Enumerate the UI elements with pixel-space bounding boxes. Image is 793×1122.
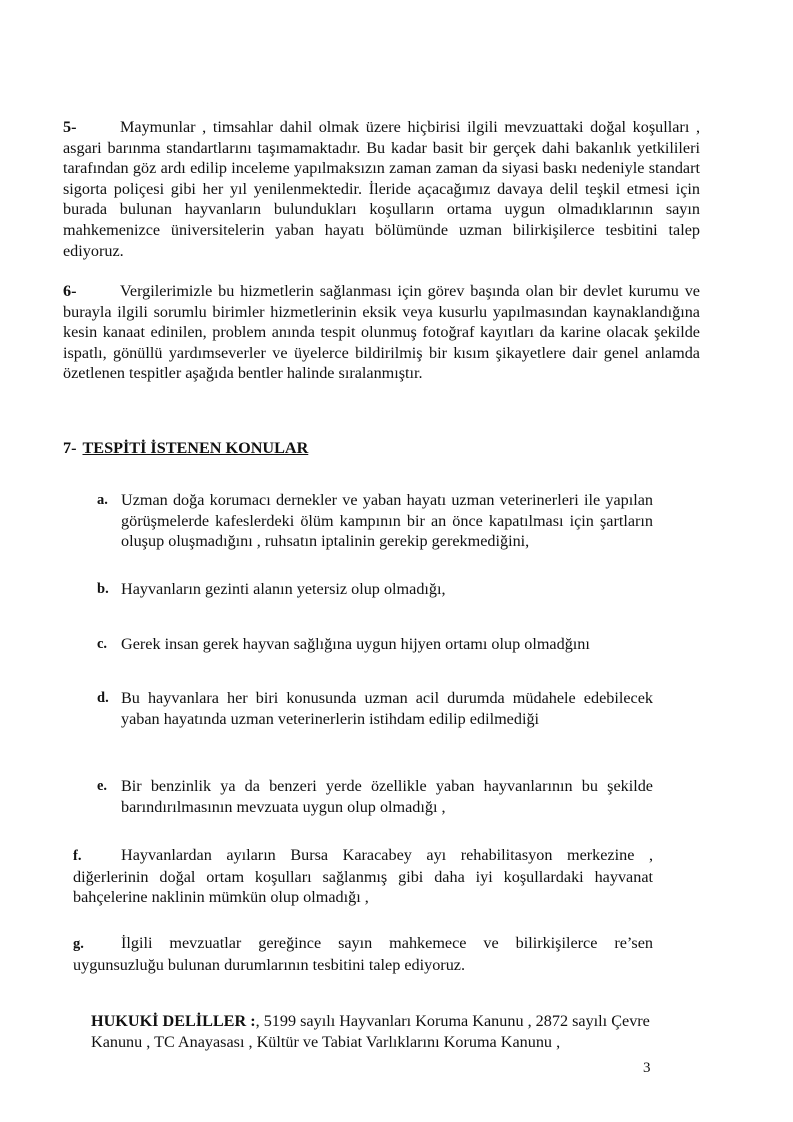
list-item-text: Hayvanlardan ayıların Bursa Karacabey ayı rehabilitasyon merkezine , diğerlerinin doğal ortam koşulları sağlanmış gibi daha iyi koşullardaki hayvanat bahçelerine naklinin mümkün olup olmadığı , bbox=[73, 846, 653, 907]
section-heading bbox=[63, 438, 308, 459]
list-item bbox=[97, 634, 653, 655]
section-number: 7- bbox=[63, 439, 77, 457]
list-item-text: Gerek insan gerek hayvan sağlığına uygun hijyen ortamı olup olmadğını bbox=[121, 635, 590, 653]
paragraph-5 bbox=[63, 117, 700, 261]
list-item bbox=[97, 776, 653, 817]
list-item-text: Hayvanların gezinti alanın yetersiz olup olmadığı, bbox=[121, 580, 446, 598]
list-item-letter: e. bbox=[97, 778, 108, 794]
section-title: TESPİTİ İSTENEN KONULAR bbox=[82, 439, 309, 457]
paragraph-number: 5- bbox=[63, 118, 77, 136]
page-number: 3 bbox=[643, 1060, 651, 1076]
legal-evidence-label: HUKUKİ DELİLLER : bbox=[91, 1012, 256, 1030]
list-item-letter: g. bbox=[73, 936, 84, 952]
list-item-letter: c. bbox=[97, 636, 108, 652]
legal-evidence-text: , 5199 sayılı Hayvanları Koruma Kanunu , 2872 sayılı Çevre Kanunu , TC Anayasası , Kültür ve Tabiat Varlıklarını Koruma Kanunu , bbox=[91, 1012, 650, 1051]
paragraph-text: Vergilerimizle bu hizmetlerin sağlanması için görev başında olan bir devlet kurumu ve burayla ilgili sorumlu birimler hizmetlerinin eksik veya kusurlu yapılmasından kaynaklandığına kesin kanaat edinilen, problem anında tespit olunmuş fotoğraf kayıtları da karine olacak şekilde ispatlı, gönüllü yardımseverler ve üyelerce bildirilmiş bir kısım şikayetlere dair genel anlamda özetlenen tespitler aşağıda bentler halinde sıralanmıştır. bbox=[63, 282, 700, 383]
list-item-letter: b. bbox=[97, 581, 109, 597]
paragraph-text: Maymunlar , timsahlar dahil olmak üzere hiçbirisi ilgili mevzuattaki doğal koşulları , asgari barınma standartlarını taşımamaktadır. Bu kadar basit bir gerçek dahi bakanlık yetkilileri tarafından göz ardı edilip inceleme yapılmaksızın zaman zaman da siyasi baskı nedeniyle standart sigorta poliçesi gibi her yıl yenilenmektedir. İleride açacağımız davaya delil teşkil etmesi için burada bulunan hayvanların bulundukları koşulların ortama uygun olmadıklarının sayın mahkemenizce üniversitelerin yaban hayatı bölümünde uzman bilirkişilerce tesbitini talep ediyoruz. bbox=[63, 118, 700, 260]
list-item bbox=[73, 845, 653, 908]
list-item-letter: a. bbox=[97, 492, 108, 508]
list-item bbox=[97, 688, 653, 729]
legal-evidence bbox=[91, 1011, 661, 1052]
list-item-text: Bu hayvanlara her biri konusunda uzman acil durumda müdahele edebilecek yaban hayatında uzman veterinerlerin istihdam edilip edilmediği bbox=[121, 689, 653, 728]
paragraph-6 bbox=[63, 281, 700, 384]
list-item bbox=[73, 933, 653, 975]
list-item-text: İlgili mevzuatlar gereğince sayın mahkemece ve bilirkişilerce re’sen uygunsuzluğu bulunan durumlarının tesbitini talep ediyoruz. bbox=[73, 934, 653, 974]
list-item bbox=[97, 490, 653, 552]
list-item-letter: d. bbox=[97, 690, 109, 706]
list-item bbox=[97, 579, 653, 600]
list-item-letter: f. bbox=[73, 848, 82, 864]
list-item-text: Uzman doğa korumacı dernekler ve yaban hayatı uzman veterinerleri ile yapılan görüşmelerde kafeslerdeki ölüm kampının bir an önce kapatılması için şartların oluşup oluşmadığını , ruhsatın iptalinin gerekip gerekmediğini, bbox=[121, 491, 653, 551]
list-item-text: Bir benzinlik ya da benzeri yerde özellikle yaban hayvanlarının bu şekilde barındırılmasının mevzuata uygun olup olmadığı , bbox=[121, 777, 653, 816]
paragraph-number: 6- bbox=[63, 282, 77, 300]
